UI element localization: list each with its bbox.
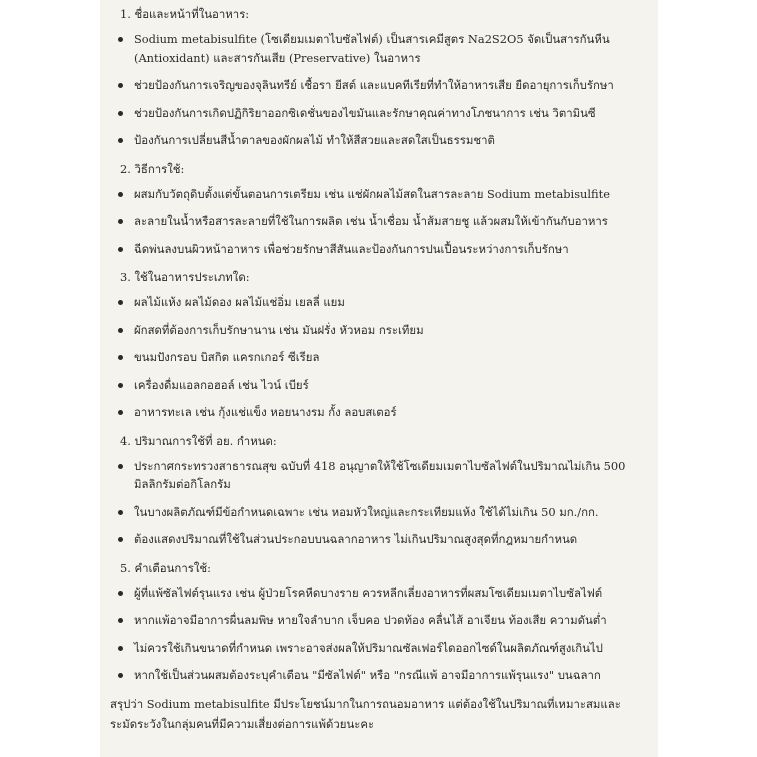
list-item: หากใช้เป็นส่วนผสมต้องระบุคำเตือน "มีซัลไฟต์" หรือ "กรณีแพ้ อาจมีอาการแพ้รุนแรง" บนฉลาก <box>110 666 658 685</box>
list-item: ช่วยป้องกันการเกิดปฏิกิริยาออกซิเดชั่นของไขมันและรักษาคุณค่าทางโภชนาการ เช่น วิตามินซี <box>110 104 658 123</box>
bullet-list <box>110 584 658 685</box>
list-item: ผักสดที่ต้องการเก็บรักษานาน เช่น มันฝรั่ง หัวหอม กระเทียม <box>110 321 658 340</box>
list-item: ฉีดพ่นลงบนผิวหน้าอาหาร เพื่อช่วยรักษาสีสันและป้องกันการปนเปื้อนระหว่างการเก็บรักษา <box>110 240 658 259</box>
list-item: ประกาศกระทรวงสาธารณสุข ฉบับที่ 418 อนุญาตให้ใช้โซเดียมเมตาไบซัลไฟต์ในปริมาณไม่เกิน 500 มิลลิกรัมต่อกิโลกรัม <box>110 457 658 494</box>
list-item: เครื่องดื่มแอลกอฮอล์ เช่น ไวน์ เบียร์ <box>110 376 658 395</box>
list-item: ผู้ที่แพ้ซัลไฟต์รุนแรง เช่น ผู้ป่วยโรคหืดบางราย ควรหลีกเลี่ยงอาหารที่ผสมโซเดียมเมตาไบซัลไฟต์ <box>110 584 658 603</box>
bullet-list <box>110 30 658 150</box>
section-warnings <box>110 558 658 685</box>
list-item: ขนมปังกรอบ บิสกิต แครกเกอร์ ซีเรียล <box>110 348 658 367</box>
list-item: ผสมกับวัตถุดิบตั้งแต่ขั้นตอนการเตรียม เช่น แช่ผักผลไม้สดในสารละลาย Sodium metabisulfite <box>110 185 658 204</box>
list-item: ละลายในน้ำหรือสารละลายที่ใช้ในการผลิต เช่น น้ำเชื่อม น้ำส้มสายชู แล้วผสมให้เข้ากันกับอาหาร <box>110 212 658 231</box>
bullet-list <box>110 185 658 259</box>
section-functions <box>110 4 658 150</box>
list-item: ผลไม้แห้ง ผลไม้ดอง ผลไม้แช่อิ่ม เยลลี่ แยม <box>110 293 658 312</box>
chat-response-panel <box>100 0 658 757</box>
section-heading: 5. คำเตือนการใช้: <box>120 560 211 575</box>
bullet-list <box>110 457 658 549</box>
list-item: ในบางผลิตภัณฑ์มีข้อกำหนดเฉพาะ เช่น หอมหัวใหญ่และกระเทียมแห้ง ใช้ได้ไม่เกิน 50 มก./กก. <box>110 503 658 522</box>
list-item: ต้องแสดงปริมาณที่ใช้ในส่วนประกอบบนฉลากอาหาร ไม่เกินปริมาณสูงสุดที่กฎหมายกำหนด <box>110 530 658 549</box>
bullet-list <box>110 293 658 422</box>
list-item: Sodium metabisulfite (โซเดียมเมตาไบซัลไฟต์) เป็นสารเคมีสูตร Na2S2O5 จัดเป็นสารกันหืน (Antioxidant) และสารกันเสีย (Preservative) ในอาหาร <box>110 30 658 67</box>
section-food-types <box>110 267 658 422</box>
section-heading: 2. วิธีการใช้: <box>120 161 185 176</box>
list-item: หากแพ้อาจมีอาการผื่นลมพิษ หายใจลำบาก เจ็บคอ ปวดท้อง คลื่นไส้ อาเจียน ท้องเสีย ความดันต่ำ <box>110 611 658 630</box>
list-item: ป้องกันการเปลี่ยนสีน้ำตาลของผักผลไม้ ทำให้สีสวยและสดใสเป็นธรรมชาติ <box>110 131 658 150</box>
summary-paragraph: สรุปว่า Sodium metabisulfite มีประโยชน์มากในการถนอมอาหาร แต่ต้องใช้ในปริมาณที่เหมาะสมและระมัดระวังในกลุ่มคนที่มีความเสี่ยงต่อการแพ้ด้วยนะคะ <box>110 696 621 731</box>
section-heading: 1. ชื่อและหน้าที่ในอาหาร: <box>120 7 250 21</box>
list-item: ช่วยป้องกันการเจริญของจุลินทรีย์ เชื้อรา ยีสต์ และแบคทีเรียที่ทำให้อาหารเสีย ยืดอายุการเก็บรักษา <box>110 76 658 95</box>
section-heading: 3. ใช้ในอาหารประเภทใด: <box>120 270 250 284</box>
list-item: อาหารทะเล เช่น กุ้งแช่แข็ง หอยนางรม กั้ง ลอบสเตอร์ <box>110 403 658 422</box>
section-heading: 4. ปริมาณการใช้ที่ อย. กำหนด: <box>120 433 277 448</box>
list-item: ไม่ควรใช้เกินขนาดที่กำหนด เพราะอาจส่งผลให้ปริมาณซัลเฟอร์ไดออกไซด์ในผลิตภัณฑ์สูงเกินไป <box>110 639 658 658</box>
section-fda-limits <box>110 431 658 549</box>
section-usage-method <box>110 159 658 259</box>
